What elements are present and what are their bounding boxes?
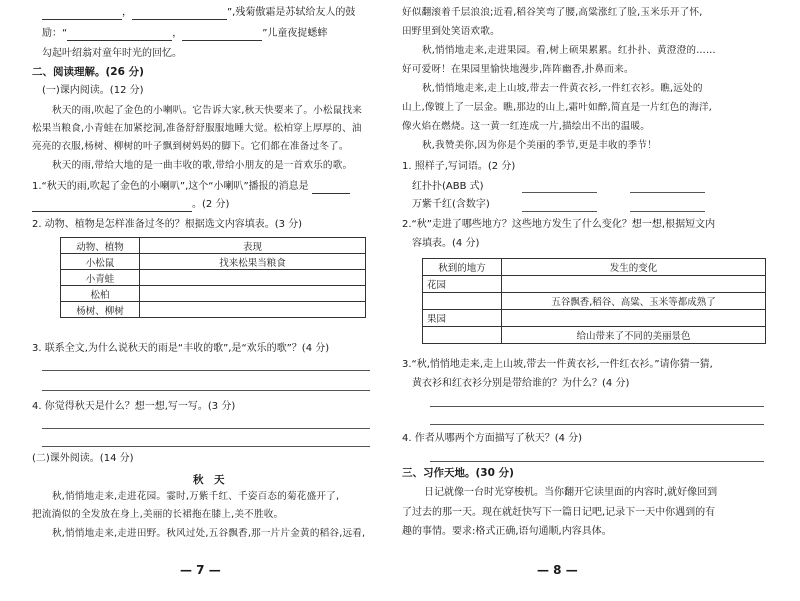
passage-line: 秋天的雨,吹起了金色的小喇叭。它告诉大家,秋天快要来了。小松鼠找来: [52, 105, 363, 116]
question-3: 3. 联系全文,为什么说秋天的雨是“丰收的歌”,是“欢乐的歌”？(4 分): [32, 343, 330, 354]
essay-line: 秋,悄悄地走来,走进果园。看,树上硕果累累。红扑扑、黄澄澄的……: [422, 45, 716, 56]
table-cell: 五谷飘香,稻谷、高粱、玉米等都成熟了: [502, 293, 766, 310]
essay-line: 秋,悄悄地走来,走进花园。霎时,万紫千红、千姿百态的菊花盛开了,: [52, 491, 340, 502]
essay-line: 秋,悄悄地走来,走进田野。秋风过处,五谷飘香,那一片片金黄的稻谷,远看,: [52, 528, 366, 539]
question-1-cont: 。(2 分): [32, 198, 229, 212]
answer-line[interactable]: [522, 211, 597, 212]
table-answer-cell[interactable]: [140, 270, 366, 286]
question-r4: 4. 作者从哪两个方面描写了秋天？(4 分): [402, 433, 583, 444]
table-answer-cell[interactable]: [423, 293, 502, 310]
table-answer-cell[interactable]: [140, 286, 366, 302]
answer-blank[interactable]: [312, 183, 350, 194]
passage-line: 亮亮的衣服,杨树、柳树的叶子飘到树妈妈的脚下。它们都在准备过冬了。: [32, 141, 349, 152]
table-answer-cell[interactable]: [502, 276, 766, 293]
essay-line: 把流淌似的全发放在身上,美丽的长裙拖在膝上,美不胜收。: [32, 509, 284, 520]
passage-line: 松果当粮食,小青蛙在加紧挖洞,准备舒舒服服地睡大觉。松柏穿上厚厚的、油: [32, 123, 362, 134]
essay-line: 山上,像镀上了一层金。瞧,那边的山上,霜叶如醉,简直是一片红色的海洋,: [402, 102, 713, 113]
question-r3-cont: 黄衣衫和红衣衫分别是带给谁的？为什么？(4 分): [412, 378, 630, 389]
table-answer-cell[interactable]: [140, 302, 366, 318]
answer-blank[interactable]: [182, 30, 262, 41]
question-r3: 3.“秋,悄悄地走来,走上山坡,带去一件黄衣衫,一件红衣衫。”请你猜一猜,: [402, 359, 713, 370]
table-answer-cell[interactable]: [423, 327, 502, 344]
table-header: 秋到的地方: [423, 259, 502, 276]
table-cell: 杨树、柳树: [61, 302, 140, 318]
page-number: — 8 —: [537, 563, 578, 577]
answer-blank[interactable]: [67, 30, 172, 41]
writing-prompt-line: 日记就像一台时光穿梭机。当你翻开它读里面的内容时,就好像回到: [424, 487, 718, 498]
question-r2: 2.“秋”走进了哪些地方？这些地方发生了什么变化？想一想,根据短文内: [402, 219, 716, 230]
answer-line[interactable]: [42, 428, 370, 429]
question-2: 2. 动物、植物是怎样准备过冬的？根据选文内容填表。(3 分): [32, 219, 303, 230]
answer-line[interactable]: [522, 192, 597, 193]
table-cell: 果园: [423, 310, 502, 327]
answer-line[interactable]: [42, 390, 370, 391]
essay-line: 好似翻滚着千层浪浪;近看,稻谷笑弯了腰,高粱涨红了脸,玉米乐开了怀,: [402, 7, 703, 18]
table-header: 表现: [140, 238, 366, 254]
answer-line[interactable]: [630, 211, 705, 212]
essay-title: 秋 天: [193, 474, 225, 486]
table-header: 动物、植物: [61, 238, 140, 254]
word-prompt-a: 红扑扑(ABB 式): [412, 181, 484, 192]
table-cell: 松柏: [61, 286, 140, 302]
left-page: [30, 0, 375, 601]
table-cell: 给山带来了不同的美丽景色: [502, 327, 766, 344]
top-line-3: 勾起叶绍翁对童年时光的回忆。: [42, 48, 182, 59]
table-animals: [60, 237, 366, 318]
table-answer-cell[interactable]: [502, 310, 766, 327]
part-1-title: (一)课内阅读。(12 分): [42, 85, 144, 96]
table-cell: 小青蛙: [61, 270, 140, 286]
question-1: 1.“秋天的雨,吹起了金色的小喇叭”,这个“小喇叭”播报的消息是: [32, 180, 350, 194]
answer-line[interactable]: [42, 370, 370, 371]
page-number: — 7 —: [180, 563, 221, 577]
essay-line: 像火焰在燃烧。这一黄一红连成一片,描绘出不出的温暖。: [402, 121, 651, 132]
writing-prompt-line: 了过去的那一天。现在就赶快写下一篇日记吧,记录下一天中你遇到的有: [402, 507, 716, 518]
question-r2-cont: 容填表。(4 分): [412, 238, 480, 249]
essay-line: 田野里到处笑语欢歌。: [402, 26, 500, 37]
part-2-title: (二)课外阅读。(14 分): [32, 453, 134, 464]
table-header: 发生的变化: [502, 259, 766, 276]
table-seasons: [422, 258, 766, 344]
table-cell: 小松鼠: [61, 254, 140, 270]
answer-line[interactable]: [430, 406, 764, 407]
top-line-2: 励：“ ， ”儿童夜捉蟋蟀: [42, 28, 328, 39]
answer-line[interactable]: [430, 424, 764, 425]
table-cell: 花园: [423, 276, 502, 293]
section-3-title: 三、习作天地。(30 分): [402, 467, 514, 479]
writing-prompt-line: 趣的事情。要求:格式正确,语句通顺,内容具体。: [402, 526, 612, 537]
essay-line: 秋,我赞美你,因为你是个美丽的季节,更是丰收的季节！: [422, 140, 658, 151]
answer-line[interactable]: [42, 446, 370, 447]
answer-blank[interactable]: [132, 9, 227, 20]
section-2-title: 二、阅读理解。(26 分): [32, 66, 144, 78]
essay-line: 秋,悄悄地走来,走上山坡,带去一件黄衣衫,一件红衣衫。瞧,远处的: [422, 83, 703, 94]
word-prompt-b: 万紫千红(含数字): [412, 199, 490, 210]
essay-line: 好可爱呀！在果园里愉快地漫步,阵阵幽香,扑鼻而来。: [402, 64, 634, 75]
answer-line[interactable]: [430, 461, 764, 462]
answer-line[interactable]: [630, 192, 705, 193]
table-cell: 找来松果当粮食: [140, 254, 366, 270]
answer-blank[interactable]: [32, 201, 192, 212]
passage-line: 秋天的雨,带给大地的是一曲丰收的歌,带给小朋友的是一首欢乐的歌。: [52, 160, 353, 171]
right-page: [400, 0, 770, 601]
question-4: 4. 你觉得秋天是什么？想一想,写一写。(3 分): [32, 401, 236, 412]
question-r1: 1. 照样子,写词语。(2 分): [402, 161, 516, 172]
answer-blank[interactable]: [42, 9, 122, 20]
top-line-1: ， ”,残菊傲霜是苏轼给友人的鼓: [42, 6, 355, 20]
